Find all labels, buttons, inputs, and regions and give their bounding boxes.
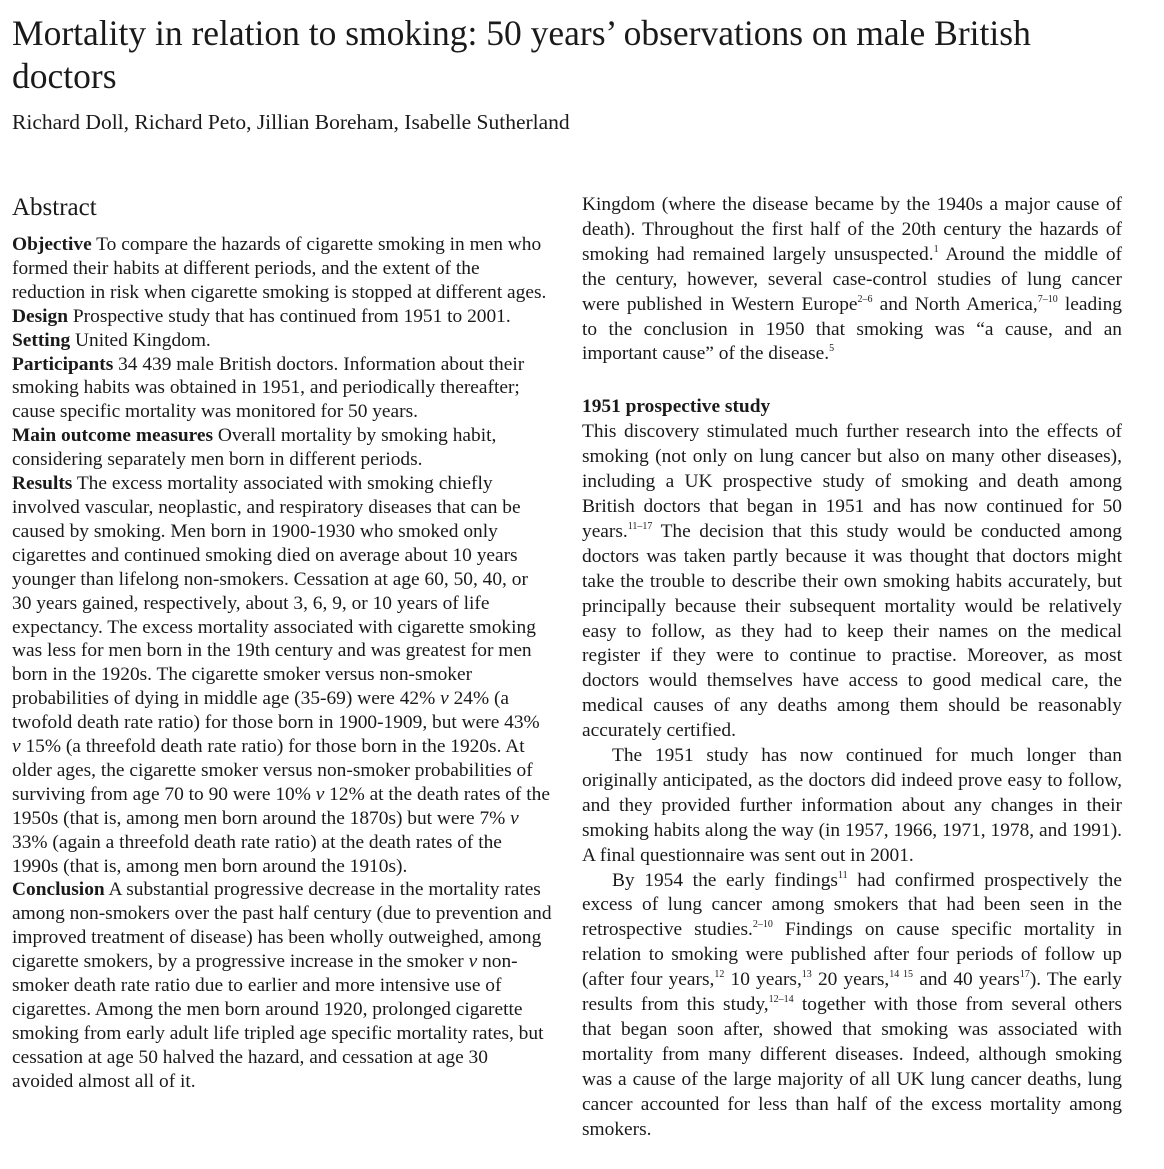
body-text: The decision that this study would be conducted among doctors was taken partly because it was thought that doctors might take the trouble to describe their own smoking habits accurately, but principally because their subsequent mortality would be relatively easy to follow, as they had to keep their names on the medical register if they were to continue to practise. Moreover, as most doctors would themselves have access to good medical care, the medical causes of any deaths among them should be reasonably accurately certified. — [582, 520, 1122, 742]
body-text: ). The early results from this study, — [582, 969, 1122, 1016]
abstract-heading: Abstract — [12, 194, 97, 221]
intro-paragraph — [582, 193, 1122, 367]
body-paragraph — [582, 869, 1122, 1143]
conclusion-label: Conclusion — [12, 879, 105, 901]
body-text: and North America, — [872, 293, 1038, 315]
results-text: 15% (a threefold death rate ratio) for those born in the 1920s. At older ages, the cigarette smoker versus non-smoker probabilities of surviving from age 70 to 90 were 10% — [12, 736, 533, 805]
body-paragraph: The 1951 study has now continued for much longer than originally anticipated, as the doctors did indeed prove easy to follow, and they provided further information about any changes in their smoking habits along the way (in 1957, 1966, 1971, 1978, and 1991). A final questionnaire was sent out in 2001. — [582, 745, 1122, 866]
participants-label: Participants — [12, 353, 114, 375]
body-text: leading to the conclusion in 1950 that smoking was “a cause, and an important cause” of the disease. — [582, 293, 1122, 365]
body-paragraph — [582, 420, 1122, 744]
results-text: 33% (again a threefold death rate ratio) at the death rates of the 1990s (that is, among men born around the 1910s). — [12, 831, 502, 877]
conclusion-text: A substantial progressive decrease in the mortality rates among non-smokers over the past half century (due to prevention and improved treatment of disease) has been wholly outweighed, among cigarette smokers, by a progressive increase in the smoker — [12, 879, 552, 973]
versus-abbrev: v — [468, 951, 478, 973]
author-list: Richard Doll, Richard Peto, Jillian Boreham, Isabelle Sutherland — [12, 110, 570, 134]
objective-label: Objective — [12, 234, 92, 255]
versus-abbrev: v — [315, 783, 325, 805]
body-text: Around the middle of the century, however, several case-control studies of lung cancer were published in Western Europe — [582, 243, 1123, 315]
reference-superscript: 2–10 — [752, 919, 773, 931]
abstract-objective — [12, 233, 552, 305]
body-text: together with those from several others that began soon after, showed that smoking was associated with mortality from many different diseases. Indeed, although smoking was a cause of the large majority of all UK lung cancer deaths, lung cancer accounted for less than half of the excess mortality among smokers. — [582, 994, 1122, 1140]
reference-superscript: 17 — [1019, 969, 1030, 981]
design-text: Prospective study that has continued from 1951 to 2001. — [68, 305, 511, 327]
body-text: 10 years, — [724, 969, 802, 991]
results-label: Results — [12, 473, 73, 495]
article-title: Mortality in relation to smoking: 50 years’ observations on male British doctors — [12, 13, 1031, 96]
reference-superscript: 12–14 — [768, 994, 794, 1006]
reference-superscript: 12 — [714, 969, 725, 981]
body-text: had confirmed prospectively the excess of lung cancer among smokers that had been seen in the retrospective studies. — [582, 869, 1122, 941]
objective-text: To compare the hazards of cigarette smoking in men who formed their habits at different periods, and the extent of the reduction in risk when cigarette smoking is stopped at different ages. — [12, 234, 547, 303]
participants-text: 34 439 male British doctors. Information about their smoking habits was obtained in 1951, and periodically thereafter; cause specific mortality was monitored for 50 years. — [12, 353, 525, 423]
design-label: Design — [12, 305, 69, 327]
abstract-conclusion — [12, 878, 552, 1093]
body-text: and 40 years — [913, 969, 1020, 991]
versus-abbrev: v — [440, 688, 449, 710]
results-text: 24% (a twofold death rate ratio) for those born in 1900-1909, but were 43% — [12, 688, 540, 734]
results-text: 12% at the death rates of the 1950s (that is, among men born around the 1870s) but were 7% — [12, 783, 550, 829]
setting-text: United Kingdom. — [70, 329, 211, 351]
reference-superscript: 2–6 — [857, 293, 873, 305]
abstract-design — [12, 305, 552, 329]
abstract-results — [12, 472, 552, 878]
body-column — [582, 193, 1122, 1143]
reference-superscript: 1 — [933, 243, 939, 255]
conclusion-text: non-smoker death rate ratio due to earlier and more intensive use of cigarettes. Among the men born around 1920, prolonged cigarette smoking from early adult life tripled age specific mortality rates, but cessation at age 50 halved the hazard, and cessation at age 30 avoided almost all of it. — [12, 951, 544, 1092]
abstract-outcome-measures — [12, 424, 552, 472]
reference-superscript: 11 — [837, 869, 848, 881]
body-text: Kingdom (where the disease became by the 1940s a major cause of death). Throughout the first half of the 20th century the hazards of smoking had remained largely unsuspected. — [582, 194, 1122, 265]
results-text: The excess mortality associated with smoking chiefly involved vascular, neoplastic, and respiratory diseases that can be caused by smoking. Men born in 1900-1930 who smoked only cigarettes and continued smoking died on average about 10 years younger than lifelong non-smokers. Cessation at age 60, 50, 40, or 30 years gained, respectively, about 3, 6, 9, or 10 years of life expectancy. The excess mortality associated with cigarette smoking was less for men born in the 19th century and was greatest for men born in the 1920s. The cigarette smoker versus non-smoker probabilities of dying in middle age (35-69) were 42% — [12, 473, 536, 710]
body-text: This discovery stimulated much further research into the effects of smoking (not only on lung cancer but also on many other diseases), including a UK prospective study of smoking and death among British doctors that began in 1951 and has now continued for 50 years. — [582, 421, 1122, 542]
outcome-label: Main outcome measures — [12, 425, 214, 447]
outcome-text: Overall mortality by smoking habit, considering separately men born in different periods. — [12, 425, 497, 471]
reference-superscript: 13 — [801, 969, 812, 981]
body-text: Findings on cause specific mortality in relation to smoking were published after four periods of follow up (after four years, — [582, 919, 1122, 991]
versus-abbrev: v — [12, 736, 21, 758]
abstract-setting — [12, 329, 552, 353]
reference-superscript: 7–10 — [1037, 293, 1058, 305]
body-text: 20 years, — [811, 969, 890, 991]
reference-superscript: 14 15 — [889, 969, 914, 981]
abstract-column — [12, 193, 552, 1094]
abstract-participants — [12, 353, 552, 425]
reference-superscript: 5 — [829, 343, 835, 355]
versus-abbrev: v — [510, 807, 519, 829]
setting-label: Setting — [12, 329, 71, 351]
section-heading-prospective-study: 1951 prospective study — [582, 396, 771, 418]
body-text: By 1954 the early findings — [612, 869, 838, 891]
reference-superscript: 11–17 — [627, 520, 653, 532]
